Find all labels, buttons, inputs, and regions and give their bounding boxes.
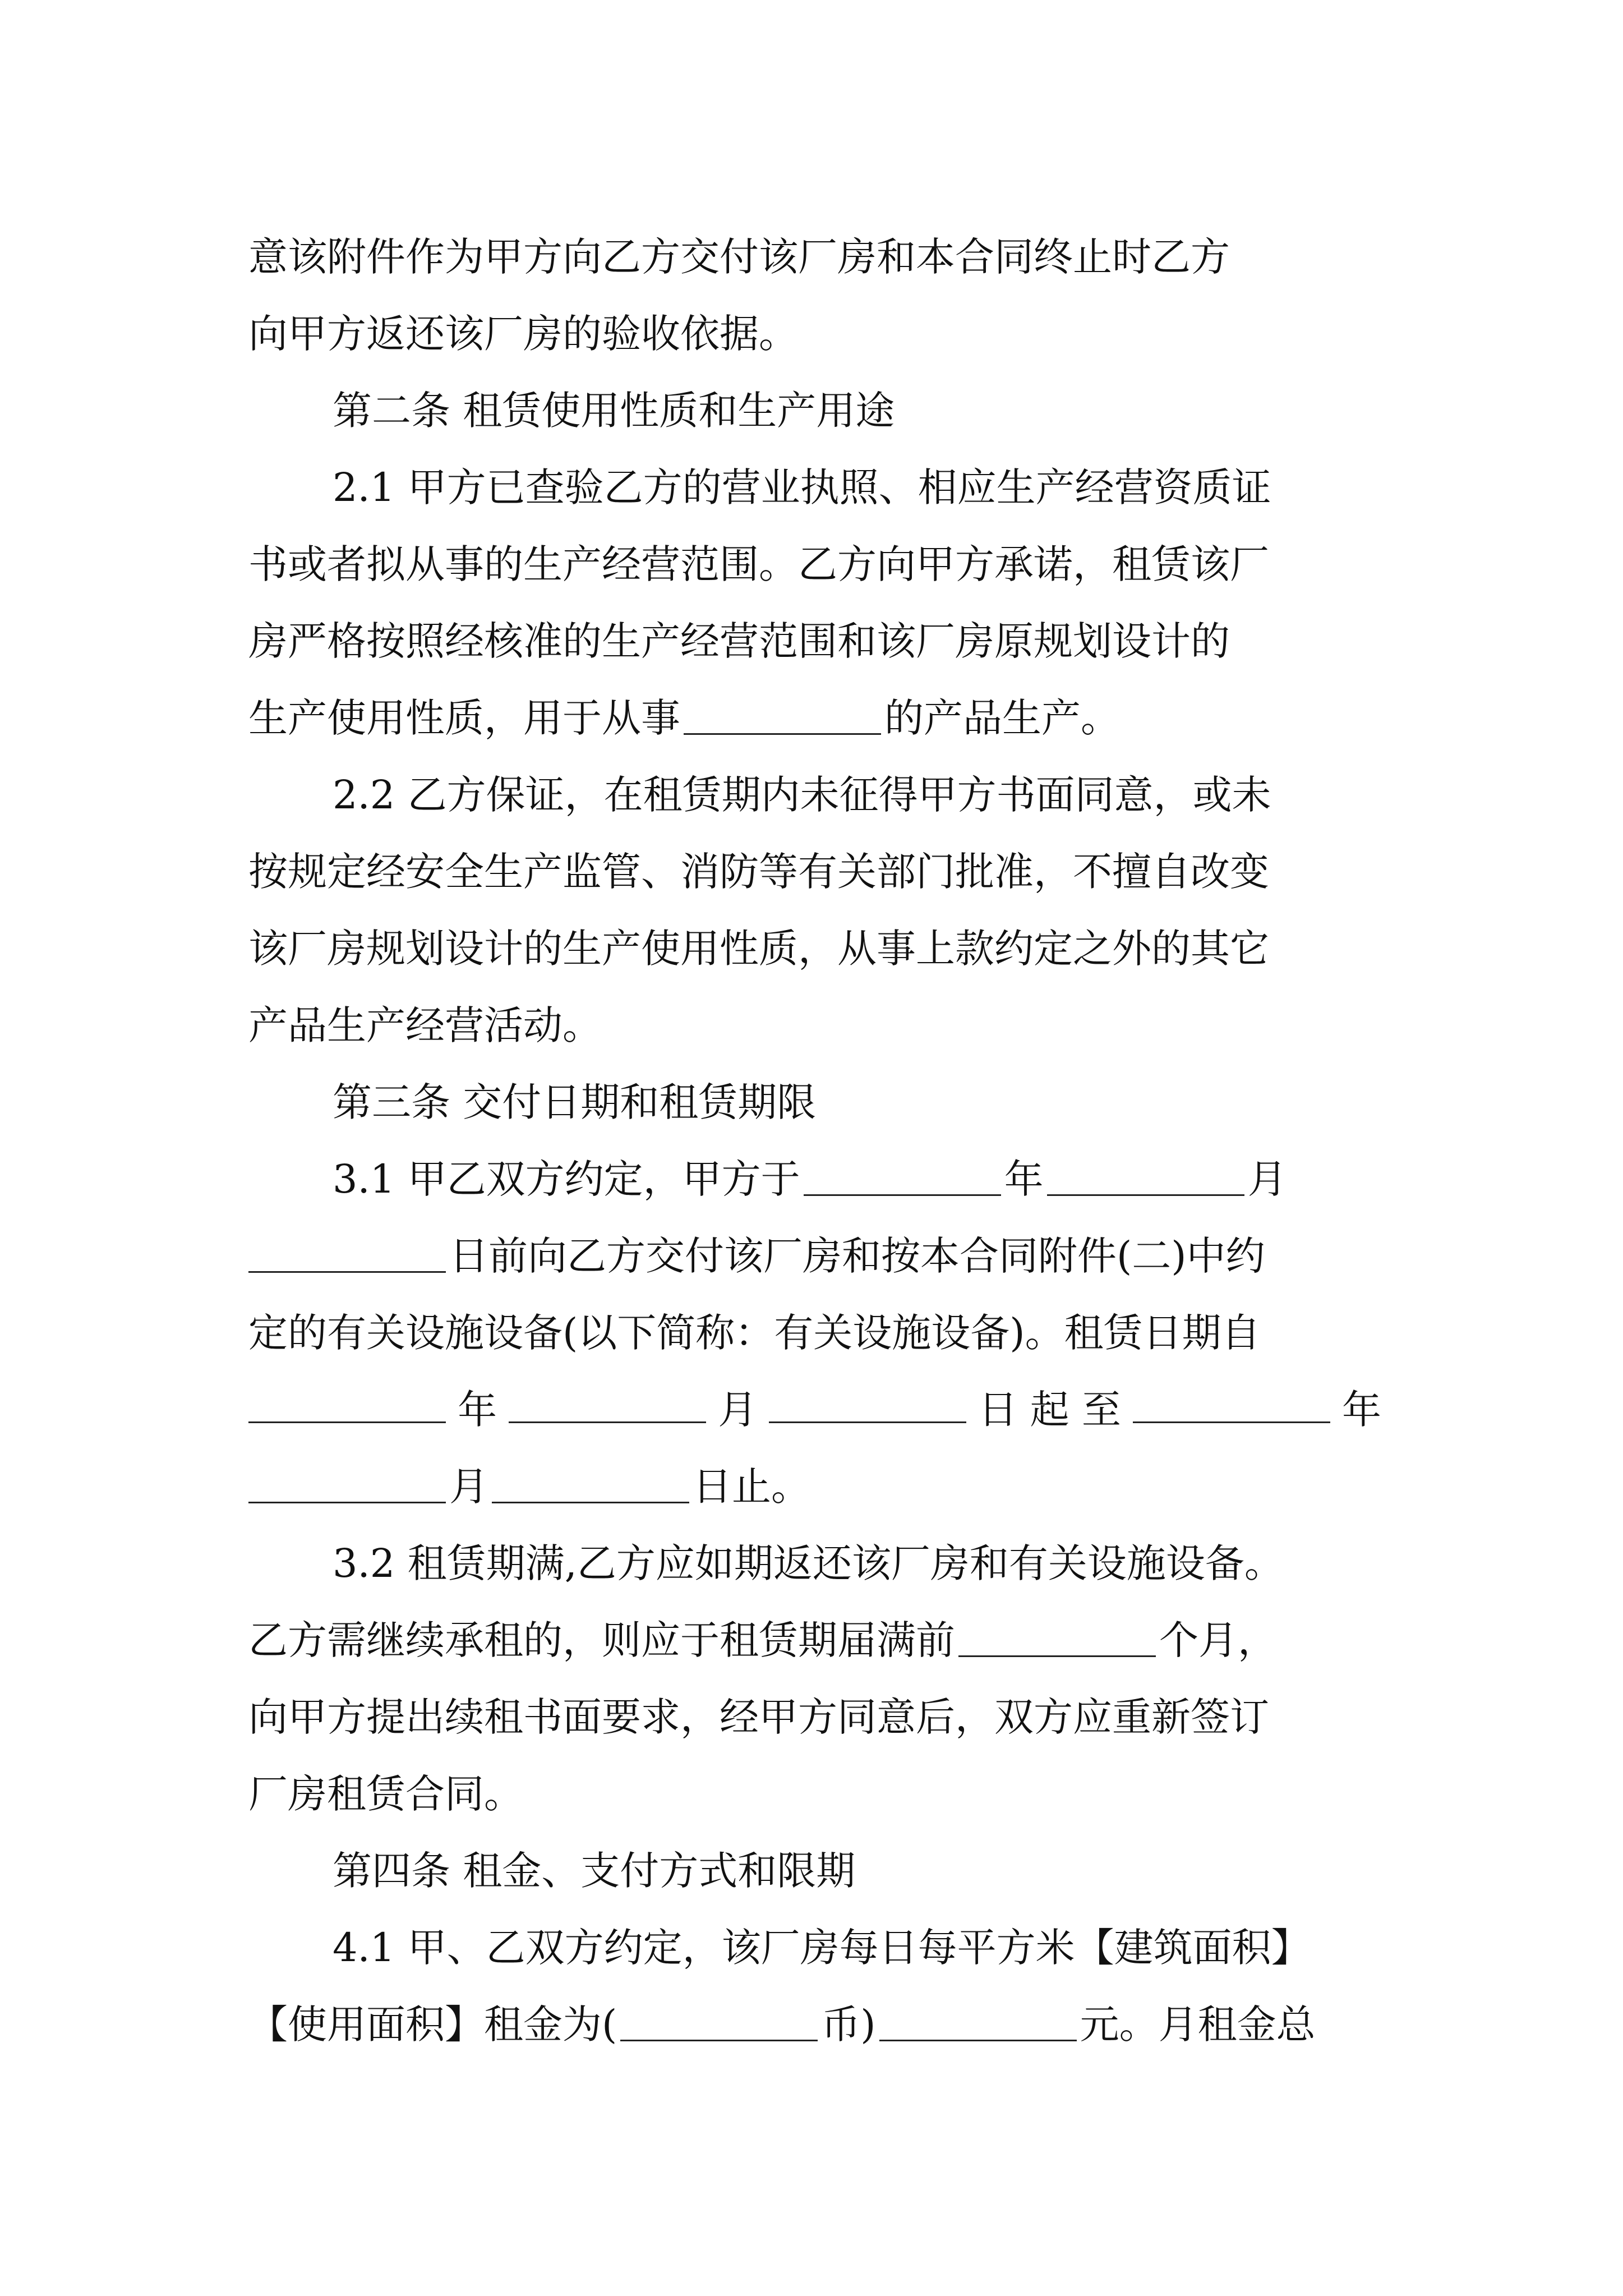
fill-in-blank-currency[interactable]: [620, 2000, 818, 2041]
article-heading: 第二条 租赁使用性质和生产用途: [333, 388, 895, 434]
text-line: [248, 1602, 1381, 1679]
text-line: 向甲方提出续租书面要求，经甲方同意后，双方应重新签订: [248, 1694, 1269, 1740]
fill-in-blank-start-day[interactable]: [769, 1382, 966, 1423]
text-segment: 生产使用性质，用于从事: [248, 695, 680, 741]
fill-in-blank-start-month[interactable]: [509, 1382, 706, 1423]
text-segment: 月: [1247, 1156, 1287, 1202]
text-segment: 个月，: [1159, 1617, 1277, 1663]
text-line: [248, 680, 1381, 757]
text-line: 3.2 租赁期满,乙方应如期返还该厂房和有关设施设备。: [333, 1540, 1284, 1586]
text-segment: 3.1 甲乙双方约定，甲方于: [333, 1156, 800, 1202]
text-segment: 元。月租金总: [1080, 2001, 1316, 2047]
text-segment: 年: [1004, 1156, 1044, 1202]
text-segment: 【使用面积】租金为(: [248, 2001, 617, 2047]
fill-in-blank-end-month[interactable]: [248, 1462, 446, 1503]
text-line: [248, 1372, 1381, 1448]
fill-in-blank-day[interactable]: [248, 1232, 446, 1273]
text-segment: 月: [718, 1387, 758, 1433]
text-segment: 币): [821, 2001, 876, 2047]
text-line: 房严格按照经核准的生产经营范围和该厂房原规划设计的: [248, 618, 1230, 664]
article-heading: 第四条 租金、支付方式和限期: [333, 1848, 856, 1894]
fill-in-blank-end-year[interactable]: [1133, 1382, 1330, 1423]
text-line: [248, 1218, 1381, 1295]
text-line: 向甲方返还该厂房的验收依据。: [248, 311, 798, 357]
fill-in-blank-start-year[interactable]: [248, 1382, 446, 1423]
text-line: 产品生产经营活动。: [248, 1002, 602, 1048]
article-heading: 第三条 交付日期和租赁期限: [333, 1079, 817, 1125]
text-segment: 月: [449, 1464, 488, 1510]
text-line: 厂房租赁合同。: [248, 1771, 523, 1817]
text-segment: 年: [458, 1387, 497, 1433]
fill-in-blank-end-day[interactable]: [492, 1462, 689, 1503]
text-line: 4.1 甲、乙双方约定，该厂房每日每平方米【建筑面积】: [333, 1925, 1311, 1971]
fill-in-blank-year[interactable]: [804, 1155, 1001, 1196]
text-line: 意该附件作为甲方向乙方交付该厂房和本合同终止时乙方: [248, 234, 1230, 280]
text-line: 2.2 乙方保证，在租赁期内未征得甲方书面同意，或未: [333, 772, 1271, 818]
text-line: [248, 1986, 1381, 2063]
text-segment: 日 起 至: [978, 1387, 1121, 1433]
text-segment: 日前向乙方交付该厂房和按本合同附件(二)中约: [449, 1233, 1265, 1279]
text-segment: 乙方需继续承租的，则应于租赁期届满前: [248, 1617, 955, 1663]
fill-in-blank-amount[interactable]: [879, 2000, 1077, 2041]
text-line: 定的有关设施设备(以下简称：有关设施设备)。租赁日期自: [248, 1310, 1261, 1356]
fill-in-blank[interactable]: [684, 694, 881, 735]
text-line: [248, 1448, 1381, 1525]
document-page: [248, 219, 1381, 2063]
text-line: 按规定经安全生产监管、消防等有关部门批准，不擅自改变: [248, 849, 1269, 895]
text-line: 书或者拟从事的生产经营范围。乙方向甲方承诺，租赁该厂: [248, 541, 1269, 587]
text-line: [248, 1141, 1381, 1218]
text-segment: 的产品生产。: [884, 695, 1120, 741]
text-segment: 日止。: [693, 1464, 810, 1510]
text-segment: 年: [1341, 1387, 1381, 1433]
fill-in-blank-months[interactable]: [958, 1616, 1156, 1657]
text-line: 该厂房规划设计的生产使用性质，从事上款约定之外的其它: [248, 926, 1269, 972]
fill-in-blank-month[interactable]: [1047, 1155, 1244, 1196]
text-line: 2.1 甲方已查验乙方的营业执照、相应生产经营资质证: [333, 464, 1271, 510]
